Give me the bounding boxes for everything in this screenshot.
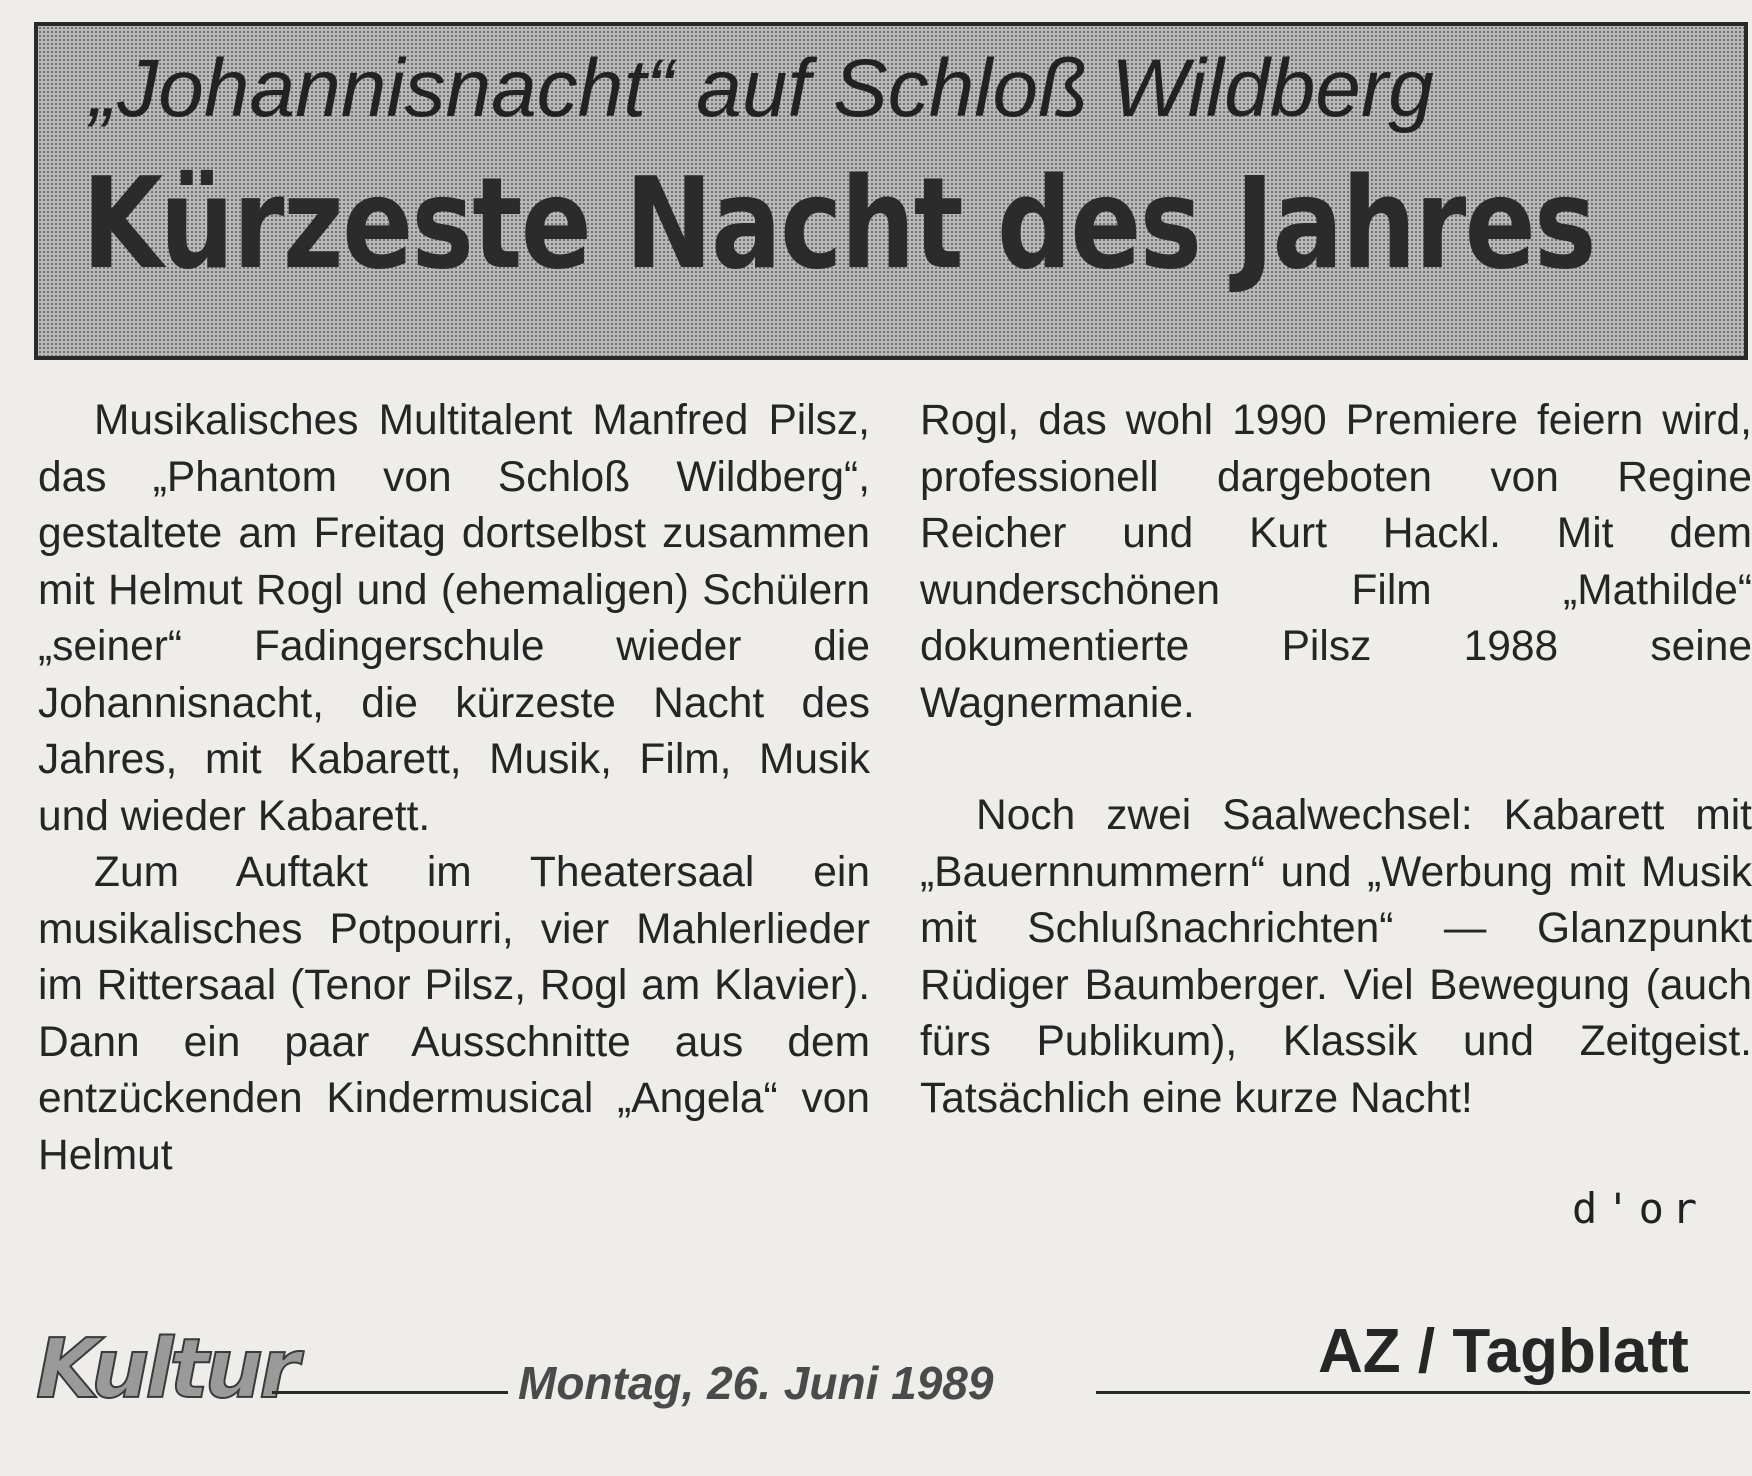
article-column-right bbox=[920, 393, 1752, 1127]
section-label: Kultur bbox=[36, 1322, 296, 1417]
article-column-left bbox=[38, 393, 870, 1184]
article-paragraph: Noch zwei Saalwechsel: Kabarett mit „Bauernnummern“ und „Werbung mit Musik mit Schlußnachrichten“ — Glanzpunkt Rüdiger Baumberger. Viel Bewegung (auch fürs Publikum), Klassik und Zeitgeist. Tatsächlich eine kurze Nacht! bbox=[920, 792, 1752, 1122]
footer-divider bbox=[272, 1391, 508, 1394]
headline-kicker: „Johannisnacht“ auf Schloß Wildberg bbox=[90, 43, 1434, 134]
footer-divider bbox=[1096, 1391, 1750, 1394]
paragraph-gap bbox=[920, 732, 1752, 788]
article-paragraph: Rogl, das wohl 1990 Premiere feiern wird, professionell dargeboten von Regine Reicher und Kurt Hackl. Mit dem wunderschönen Film „Mathilde“ dokumentierte Pilsz 1988 seine Wagnermanie. bbox=[920, 397, 1752, 727]
publication-date: Montag, 26. Juni 1989 bbox=[518, 1357, 994, 1409]
author-signature: d'or bbox=[1572, 1184, 1706, 1233]
article-paragraph: Musikalisches Multitalent Manfred Pilsz, das „Phantom von Schloß Wildberg“, gestaltete am Freitag dortselbst zusammen mit Helmut Rogl und (ehemaligen) Schülern „seiner“ Fadingerschule wieder die Johannisnacht, die kürzeste Nacht des Jahres, mit Kabarett, Musik, Film, Musik und wieder Kabarett. bbox=[38, 397, 870, 840]
headline-title: Kürzeste Nacht des Jahres bbox=[82, 150, 1595, 297]
newspaper-name: AZ / Tagblatt bbox=[1318, 1317, 1689, 1386]
article-paragraph: Zum Auftakt im Theatersaal ein musikalisches Potpourri, vier Mahlerlieder im Rittersaal (Tenor Pilsz, Rogl am Klavier). Dann ein paar Ausschnitte aus dem entzückenden Kindermusical „Angela“ von Helmut bbox=[38, 849, 870, 1179]
